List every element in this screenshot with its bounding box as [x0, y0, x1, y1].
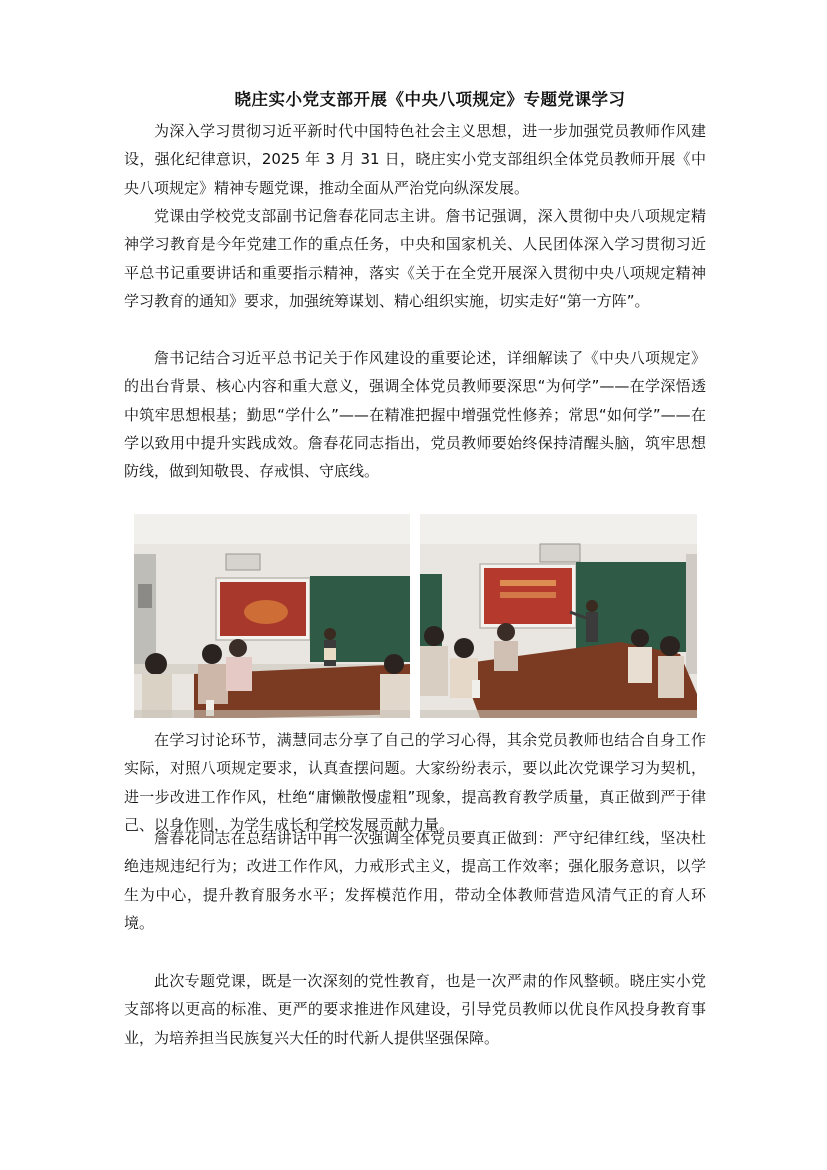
paragraph-intro: 为深入学习贯彻习近平新时代中国特色社会主义思想，进一步加强党员教师作风建设，强化纪律意识，2025 年 3 月 31 日，晓庄实小党支部组织全体党员教师开展《中央八项规定》精神专题党课，推动全面从严治党向纵深发展。: [124, 122, 706, 197]
paragraph-summary: 詹春花同志在总结讲话中再一次强调全体党员要真正做到：严守纪律红线，坚决杜绝违规违纪行为；改进工作作风，力戒形式主义，提高工作效率；强化服务意识，以学生为中心，提升教育服务水平；发挥模范作用，带动全体教师营造风清气正的育人环境。: [124, 829, 706, 932]
paragraph-interpretation: 詹书记结合习近平总书记关于作风建设的重要论述，详细解读了《中央八项规定》的出台背景、核心内容和重大意义，强调全体党员教师要深思“为何学”——在学深悟透中筑牢思想根基；勤思“学什么”——在精准把握中增强党性修养；常思“如何学”——在学以致用中提升实践成效。詹春花同志指出，党员教师要始终保持清醒头脑，筑牢思想防线，做到知敬畏、存戒惧、守底线。: [124, 349, 706, 481]
classroom-photo-left: [134, 514, 410, 718]
classroom-scene-left: [134, 514, 410, 718]
document-title: 晓庄实小党支部开展《中央八项规定》专题党课学习: [234, 90, 626, 109]
classroom-photo-right: [420, 514, 697, 718]
paragraph-lecturer: 党课由学校党支部副书记詹春花同志主讲。詹书记强调，深入贯彻中央八项规定精神学习教育是今年党建工作的重点任务，中央和国家机关、人民团体深入学习贯彻习近平总书记重要讲话和重要指示精神，落实《关于在全党开展深入贯彻中央八项规定精神学习教育的通知》要求，加强统筹谋划、精心组织实施，切实走好“第一方阵”。: [124, 207, 706, 310]
classroom-scene-right: [420, 514, 697, 718]
paragraph-discussion: 在学习讨论环节，满慧同志分享了自己的学习心得，其余党员教师也结合自身工作实际，对照八项规定要求，认真查摆问题。大家纷纷表示，要以此次党课学习为契机，进一步改进工作作风，杜绝“庸懒散慢虚粗”现象，提高教育教学质量，真正做到严于律己、以身作则，为学生成长和学校发展贡献力量。: [124, 731, 706, 834]
paragraph-conclusion: 此次专题党课，既是一次深刻的党性教育，也是一次严肃的作风整顿。晓庄实小党支部将以更高的标准、更严的要求推进作风建设，引导党员教师以优良作风投身教育事业，为培养担当民族复兴大任的时代新人提供坚强保障。: [124, 972, 706, 1047]
